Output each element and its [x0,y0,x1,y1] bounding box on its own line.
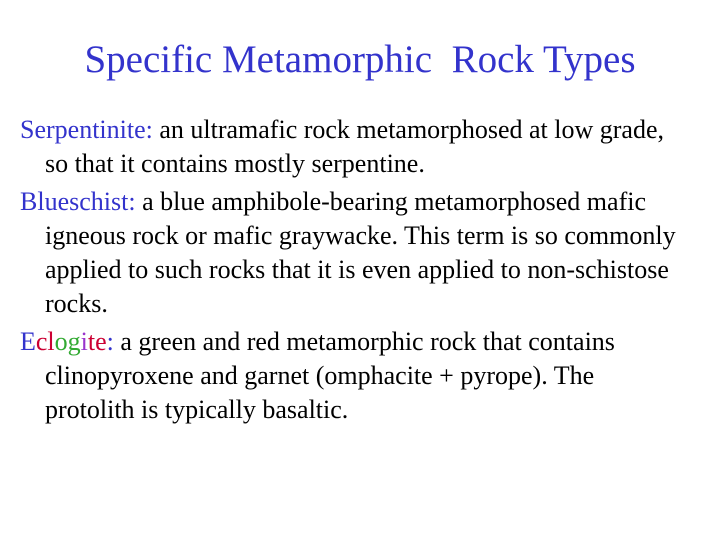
definition-serpentinite: an ultramafic rock metamorphosed at low grade, so that it contains mostly serpentine. [45,115,664,178]
term-serpentinite: Serpentinite: [20,115,153,144]
term-eclogite-part: : [106,327,114,356]
term-eclogite-part: E [20,327,36,356]
paragraph-serpentinite [20,113,685,181]
term-blueschist: Blueschist: [20,187,136,216]
term-eclogite [20,327,114,356]
term-eclogite-part: i [80,327,88,356]
definition-blueschist: a blue amphibole-bearing metamorphosed mafic igneous rock or mafic graywacke. This term is so commonly applied to such rocks that it is even applied to non-schistose rocks. [45,187,676,318]
paragraph-eclogite [20,325,685,427]
term-eclogite-part: og [54,327,81,356]
term-eclogite-part: te [87,327,107,356]
slide-body [20,113,685,431]
term-eclogite-part: cl [35,327,55,356]
definition-eclogite: a green and red metamorphic rock that contains clinopyroxene and garnet (omphacite + pyrope). The protolith is typically basaltic. [45,327,615,424]
slide-title: Specific Metamorphic Rock Types [84,38,636,81]
paragraph-blueschist [20,185,685,321]
